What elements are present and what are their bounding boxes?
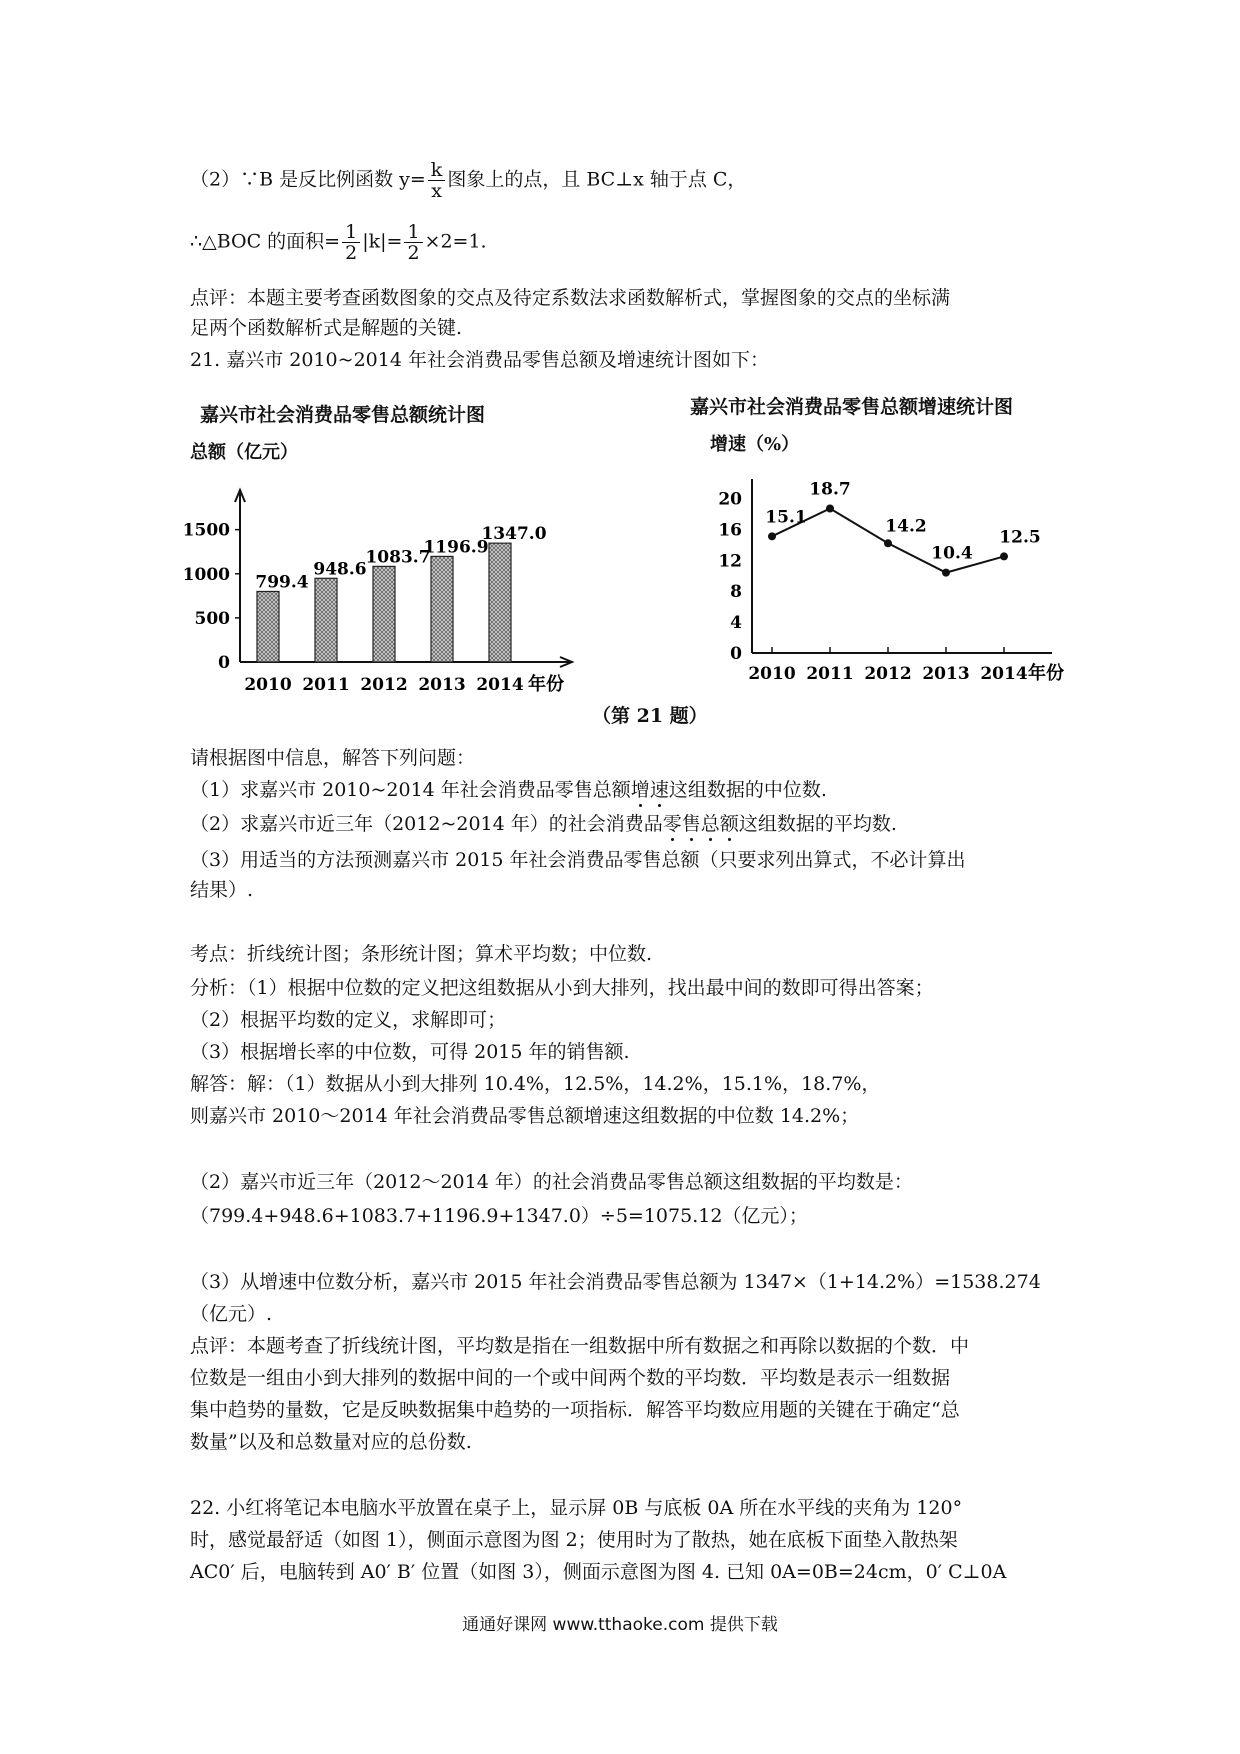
bar-chart-ylabel: 总额（亿元）: [190, 442, 298, 463]
bar-value-label: 799.4: [255, 572, 309, 593]
bar: [373, 566, 395, 662]
figure-caption: （第 21 题）: [592, 705, 708, 727]
problem-21-title: 21. 嘉兴市 2010~2014 年社会消费品零售总额及增速统计图如下：: [190, 349, 769, 371]
emphasis-dotted: [631, 779, 669, 801]
data-point: [768, 532, 776, 540]
y-tick-label: 12: [718, 551, 742, 572]
x-axis-label: 年份: [1028, 663, 1064, 684]
answer-3: （3）从增速中位数分析，嘉兴市 2015 年社会消费品零售总额为 1347×（1+14.2%）=1538.274: [190, 1271, 1041, 1293]
problem-22-line-3: AC0′ 后，电脑转到 A0′ B′ 位置（如图 3），侧面示意图为图 4. 已知 0A=0B=24cm，0′ C⊥0A: [190, 1561, 1007, 1583]
analysis-2: （2）根据平均数的定义，求解即可；: [190, 1009, 507, 1031]
emphasis-char: 零: [662, 813, 682, 835]
data-label: 14.2: [885, 516, 927, 537]
x-tick-label: 2012: [864, 664, 912, 684]
analysis-1: 分析：（1）根据中位数的定义把这组数据从小到大排列，找出最中间的数即可得出答案；: [190, 977, 934, 999]
y-tick-label: 8: [730, 582, 742, 603]
y-tick-label: 16: [718, 520, 742, 541]
data-label: 18.7: [809, 479, 851, 500]
question-1: （1）求嘉兴市 2010~2014 年社会消费品零售总额增速这组数据的中位数.: [190, 779, 827, 801]
bar: [315, 578, 337, 662]
answer-1-cont: 则嘉兴市 2010～2014 年社会消费品零售总额增速这组数据的中位数 14.2%；: [190, 1105, 860, 1127]
problem-22-line-2: 时，感觉最舒适（如图 1），侧面示意图为图 2；使用时为了散热，她在底板下面垫入散热架: [190, 1529, 958, 1551]
key-points: 考点：折线统计图；条形统计图；算术平均数；中位数.: [190, 943, 653, 965]
y-tick-label: 0: [218, 653, 230, 673]
question-3-cont: 结果）.: [190, 879, 254, 901]
text-fragment: （2）∵B 是反比例函数 y=: [190, 168, 426, 191]
bar-value-label: 1347.0: [481, 524, 547, 545]
question-3: （3）用适当的方法预测嘉兴市 2015 年社会消费品零售总额（只要求列出算式，不必计算出: [190, 849, 966, 871]
review-line-2: 位数是一组由小到大排列的数据中间的一个或中间两个数的平均数．平均数是表示一组数据: [190, 1367, 951, 1389]
fraction-k-over-x: $\frac{k}{x}$: [428, 160, 446, 201]
answer-2: （2）嘉兴市近三年（2012～2014 年）的社会消费品零售总额这组数据的平均数是：: [190, 1171, 913, 1193]
answer-1: 解答：解：（1）数据从小到大排列 10.4%，12.5%，14.2%，15.1%，18.7%，: [190, 1073, 881, 1095]
page-footer: 通通好课网 www.tthaoke.com 提供下载: [462, 1615, 778, 1635]
x-axis-label: 年份: [528, 674, 564, 695]
data-label: 12.5: [999, 527, 1041, 548]
review-line-1: 点评：本题考查了折线统计图，平均数是指在一组数据中所有数据之和再除以数据的个数．中: [190, 1335, 970, 1357]
data-point: [1000, 552, 1008, 560]
solution-line-2: ∴△BOC 的面积= $\frac{1}{2}$ |k|= $\frac{1}{2}$ ×2=1.: [190, 221, 487, 264]
emphasis-char: 速: [649, 779, 669, 801]
question-2: （2）求嘉兴市近三年（2012~2014 年）的社会消费品零售总额这组数据的平均数.: [190, 813, 897, 835]
bar-value-label: 948.6: [313, 559, 367, 580]
fraction-one-half: $\frac{1}{2}$: [342, 222, 360, 263]
problem-22-line-1: 22. 小红将笔记本电脑水平放置在桌子上，显示屏 0B 与底板 0A 所在水平线的夹角为 120°: [190, 1497, 963, 1519]
y-tick-label: 0: [730, 644, 742, 664]
x-tick-label: 2014: [980, 664, 1028, 684]
data-point: [942, 569, 950, 577]
answer-3-cont: （亿元）.: [190, 1303, 273, 1325]
question-intro: 请根据图中信息，解答下列问题：: [190, 747, 476, 769]
y-tick-label: 20: [718, 489, 742, 510]
bar: [257, 591, 279, 662]
bar: [431, 556, 453, 662]
emphasis-char: 售: [681, 813, 701, 835]
solution-line-1: [190, 160, 746, 201]
line-chart-title: 嘉兴市社会消费品零售总额增速统计图: [690, 396, 1014, 418]
bar-chart: [180, 470, 600, 695]
comment-line: 点评：本题主要考查函数图象的交点及待定系数法求函数解析式，掌握图象的交点的坐标满: [190, 287, 951, 309]
review-line-3: 集中趋势的量数，它是反映数据集中趋势的一项指标．解答平均数应用题的关键在于确定“总: [190, 1399, 960, 1421]
x-tick-label: 2013: [922, 664, 970, 684]
x-tick-label: 2011: [302, 675, 350, 695]
data-label: 10.4: [931, 543, 973, 564]
bar-value-label: 1196.9: [423, 537, 489, 558]
x-tick-label: 2013: [418, 675, 466, 695]
y-tick-label: 500: [194, 608, 230, 629]
bar: [489, 543, 511, 662]
emphasis-char: 额: [719, 813, 739, 835]
line-chart: [700, 460, 1100, 690]
fraction-one-half: $\frac{1}{2}$: [404, 222, 422, 263]
x-tick-label: 2011: [806, 664, 854, 684]
y-tick-label: 4: [730, 613, 742, 634]
x-tick-label: 2014: [476, 675, 524, 695]
bar-value-label: 1083.7: [365, 547, 431, 568]
emphasis-char: 总: [700, 813, 720, 835]
review-line-4: 数量”以及和总数量对应的总份数.: [190, 1431, 472, 1453]
text-fragment: 图象上的点，且 BC⊥x 轴于点 C，: [447, 168, 747, 191]
answer-2-formula: （799.4+948.6+1083.7+1196.9+1347.0）÷5=1075.12（亿元）；: [190, 1205, 808, 1227]
data-point: [884, 539, 892, 547]
line-chart-ylabel: 增速（%）: [710, 434, 800, 455]
y-tick-label: 1500: [182, 520, 230, 541]
emphasis-dotted: [663, 813, 739, 835]
data-label: 15.1: [765, 507, 807, 528]
x-tick-label: 2012: [360, 675, 408, 695]
analysis-3: （3）根据增长率的中位数，可得 2015 年的销售额.: [190, 1041, 630, 1063]
data-point: [826, 505, 834, 513]
y-tick-label: 1000: [182, 564, 230, 585]
x-tick-label: 2010: [244, 675, 292, 695]
comment-line: 足两个函数解析式是解题的关键.: [190, 317, 463, 339]
bar-chart-title: 嘉兴市社会消费品零售总额统计图: [200, 404, 486, 426]
emphasis-char: 增: [630, 779, 650, 801]
x-tick-label: 2010: [748, 664, 796, 684]
